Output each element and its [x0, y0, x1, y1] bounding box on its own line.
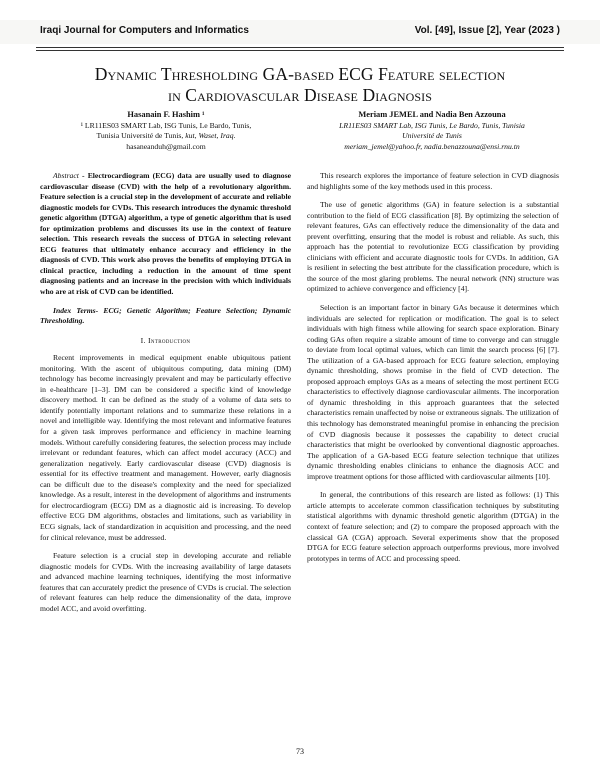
- author-affiliation-left-2: Tunisia Université de Tunis, kut, Waset, Iraq.: [96, 131, 236, 141]
- paper-title: [40, 64, 560, 106]
- journal-name: Iraqi Journal for Computers and Informatics: [40, 25, 249, 36]
- author-name-left: Hasanain F. Hashim ¹: [127, 110, 205, 119]
- right-paragraph-2: The use of genetic algorithms (GA) in feature selection is a substantial contribution to the field of ECG classification [8]. By optimizing the selection of relevant features, GAs can effectively reduce the dimensionality of the data and prevent overfitting, ensuring that the model is robust and reliable. As such, this approach has the potential to revolutionize ECG classification by providing clinicians with efficient and accurate diagnostic tools for CVDs. In addition, GA is resilient in selecting the best attribute for the classification procedure, which is the source of the most glaring problems. The neural network (NN) structure was optimized to achieve convergence and efficiency [4].: [307, 200, 559, 294]
- left-column: [40, 171, 291, 614]
- author-block-left: [40, 110, 292, 152]
- header-rule-bottom: [36, 50, 564, 51]
- abstract: Abstract - Electrocardiogram (ECG) data are usually used to diagnose cardiovascular disease (CVD) with the help of a revolutionary algorithm. Feature selection is a crucial step in the development of accurate and reliable diagnostic models for CVDs. This research introduces the dynamic threshold genetic algorithm (DTGA) algorithm, a type of genetic algorithm that is used for optimization problems and discusses its use in the context of feature selection. This research reveals the success of DTGA in selecting relevant ECG features that ultimately enhance accuracy and efficiency in the diagnosis of CVD. This work also proves the benefits of employing DTGA in clinical practice, including a reduction in the amount of time spent diagnosing patients and an increase in the precision with which individuals who are at risk of CVD can be identified.: [40, 171, 291, 297]
- intro-paragraph-1: Recent improvements in medical equipment enable ubiquitous patient monitoring. With the ascent of ubiquitous computing, data mining (DM) technology has become increasingly prevalent and may be particularly effective in e-healthcare [1–3]. DM can be considered a specific kind of knowledge discovery method. It can be defined as the study of a volume of data sets to identify potentially important relations and to summarize these relations in a novel and intelligible way. Identifying the most relevant and informative features for a given task improves performance and efficiency in machine learning models. Without carefully considering features, the selection process may include irrelevant or redundant features, which can affect model accuracy (ACC) and generalization negatively. Early cardiovascular disease (CVD) diagnosis is essential for its effective treatment and management. However, early diagnosis can be difficult due to the disease's complexity and the need for specialized knowledge. As a result, interest in the development of algorithms and instruments for electrocardiogram (ECG) DM as a diagnostic aid is increasing. To develop effective ECG DM algorithms, obstacles and limitations, such as variability in ECG signals, lack of standardization in acquisition and processing, and the need for clinical relevance, must be addressed.: [40, 353, 291, 542]
- right-column: [307, 171, 559, 564]
- right-paragraph-3: Selection is an important factor in binary GAs because it determines which individuals are selected for replication or modification. The goal is to select individuals with high fitness while allowing for search space exploration. Binary coding GAs often require a sizable amount of time to converge and can struggle to deviate from local optimal values, which can limit the search process [6] [7]. The utilization of a GA-based approach for ECG feature selection, employing dynamic thresholding, shows promise in the field of CVD detection. The proposed approach employs GAs as a means of selecting the most pertinent ECG characteristics to effectively diagnose cardiovascular ailments. The incorporation of dynamic thresholding in this approach guarantees that the selected characteristics remain unaffected by noise or extraneous signals. The utilization of this technology has demonstrated meaningful promise in enhancing the precision of CVD diagnosis because it possesses the capability to detect crucial characteristics that might be overlooked by conventional diagnostic approaches. The application of a GA-based ECG feature selection technique that utilizes dynamic thresholding enables clinicians to enhance the diagnosis ACC and improve treatment options for those afflicted with cardiovascular ailments [10].: [307, 303, 559, 481]
- intro-paragraph-2: Feature selection is a crucial step in developing accurate and reliable diagnostic models for CVDs. With the increasing availability of large datasets and advanced machine learning techniques, identifying the most informative features that can accurately predict the presence of CVDs is crucial. The selection of relevant features can help reduce the dimensionality of the data, improve model ACC, and avoid overfitting.: [40, 551, 291, 613]
- title-line-2: in Cardiovascular Disease Diagnosis: [167, 85, 433, 105]
- abstract-label: Abstract: [53, 171, 79, 180]
- author-email-left: hasaneanduh@gmail.com: [126, 141, 206, 151]
- right-paragraph-1: This research explores the importance of feature selection in CVD diagnosis and highlights some of the key methods used in this process.: [307, 171, 559, 191]
- author-affiliation-left-1: ¹ LR11ES03 SMART Lab, ISG Tunis, Le Bardo, Tunis,: [80, 120, 252, 130]
- page-number: 73: [296, 747, 304, 756]
- section-heading-introduction: I. Introduction: [140, 335, 191, 345]
- author-block-right: [300, 110, 564, 152]
- header-rule-top: [36, 47, 564, 48]
- author-affiliation-right-2: Université de Tunis: [402, 131, 462, 141]
- title-line-1: Dynamic Thresholding GA-based ECG Feature selection: [94, 64, 506, 84]
- volume-issue: Vol. [49], Issue [2], Year (2023 ): [414, 25, 560, 36]
- author-name-right: Meriam JEMEL and Nadia Ben Azzouna: [358, 110, 506, 119]
- author-affiliation-right-1: LR11ES03 SMART Lab, ISG Tunis, Le Bardo, Tunis, Tunisia: [339, 120, 525, 130]
- right-paragraph-4: In general, the contributions of this research are listed as follows: (1) This article attempts to accelerate common classification techniques by substituting statistical algorithms with dynamic threshold genetic algorithm (DTGA) in the context of feature selection; and (2) to compare the proposed approach with the classical GA (CGA) approach. Several experiments show that the proposed DTGA for ECG feature selection approach outperforms previous, more involved prototypes in terms of ACC and processing speed.: [307, 490, 559, 563]
- index-terms: Index Terms- ECG; Genetic Algorithm; Feature Selection; Dynamic Thresholding.: [40, 305, 291, 326]
- author-email-right: meriam_jemel@yahoo.fr, nadia.benazzouna@ensi.rnu.tn: [344, 141, 520, 151]
